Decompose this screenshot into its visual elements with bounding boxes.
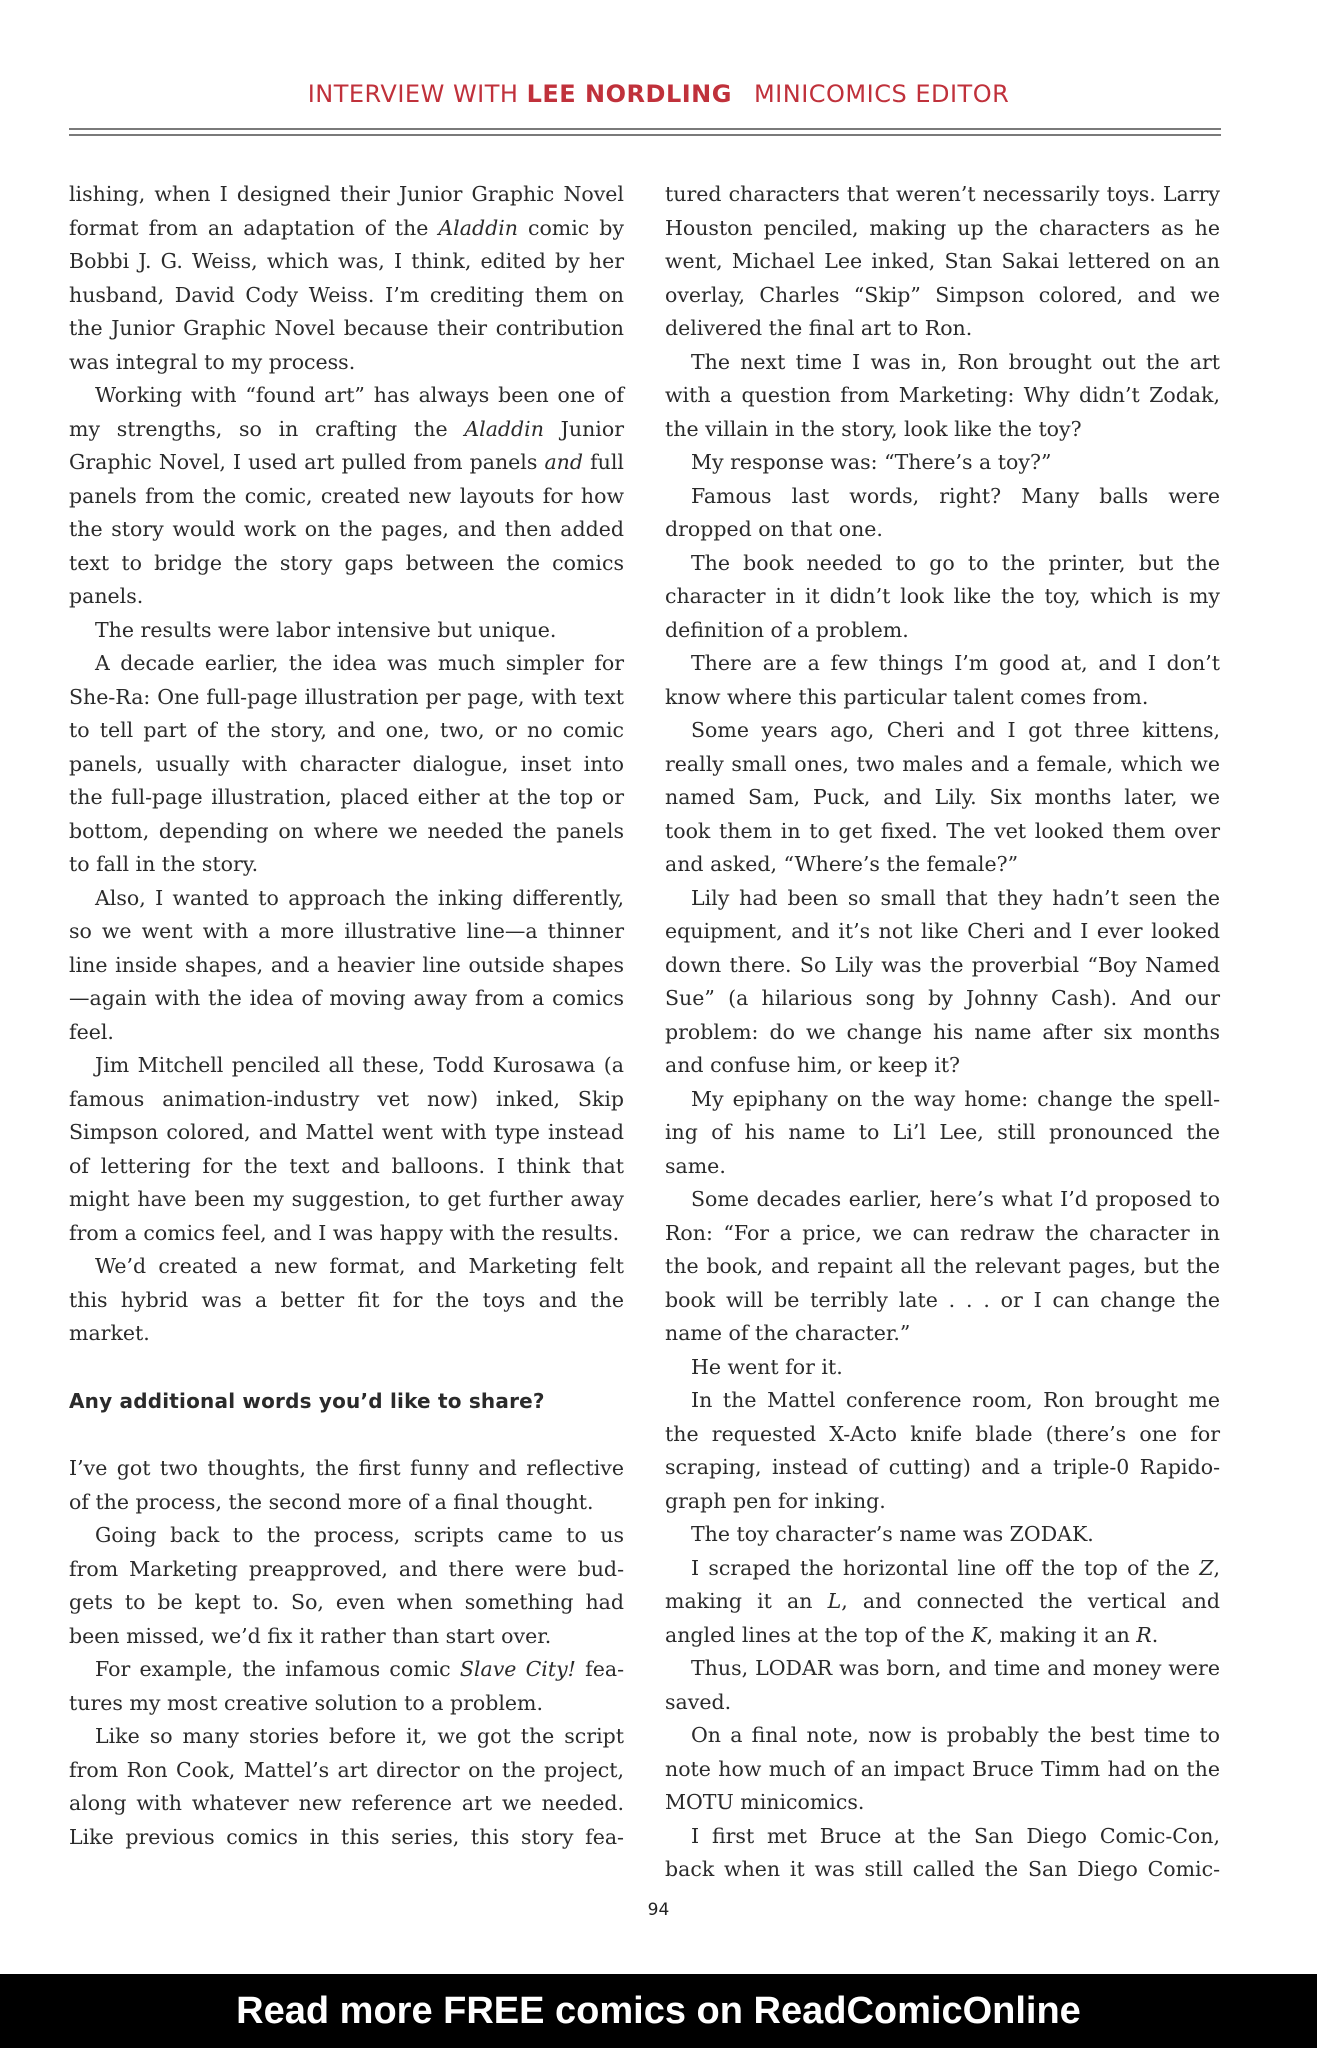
paragraph: On a final note, now is probably the best time to note how much of an impact Bruce Timm had on the MOTU minicomics. xyxy=(665,1723,1220,1814)
header-suffix: MINICOMICS EDITOR xyxy=(753,80,1010,108)
paragraph: Lily had been so small that they hadn’t seen the equipment, and it’s not like Cheri and I ever looked down there. So Lily was the proverbial “Boy Named Sue” (a hilarious song by Johnny Cash). And our problem: do we change his name after six months and confuse him, or keep it? xyxy=(665,885,1220,1077)
page-number: 94 xyxy=(647,1900,670,1920)
paragraph: lishing, when I designed their Junior Graphic Novel format from an adaptation of the Aladdin comic by Bobbi J. G. Weiss, which was, I think, edited by her husband, David Cody Weiss. I’m crediting them on the Junior Graphic Novel because their contribution was integral to my process. xyxy=(69,182,625,374)
left-column xyxy=(69,178,624,1854)
paragraph: I’ve got two thoughts, the first funny and reflective of the process, the second more of a final thought. xyxy=(69,1456,624,1514)
paragraph: The book needed to go to the printer, but the character in it didn’t look like the toy, which is my definition of a problem. xyxy=(665,550,1220,642)
paragraph: Working with “found art” has always been one of my strengths, so in crafting the Aladdin Junior Graphic Novel, I used art pulled from panels and full panels from the comic, created new layouts for how the story would work on the pages, and then added text to bridge the story gaps between the comics panels. xyxy=(69,383,624,608)
paragraph: tured characters that weren’t necessarily toys. Larry Houston penciled, making up the characters as he went, Michael Lee inked, Stan Sakai lettered on an overlay, Charles “Skip” Simpson colored, and we delivered the final art to Ron. xyxy=(665,182,1220,340)
paragraph: Like so many stories before it, we got the script from Ron Cook, Mattel’s art director on the project, along with whatever new reference art we needed. Like previous comics in this series, this story fea- xyxy=(69,1724,624,1849)
header-rule-top xyxy=(69,128,1221,130)
paragraph: My response was: “There’s a toy?” xyxy=(691,450,1052,474)
interview-question: Any additional words you’d like to share? xyxy=(69,1388,545,1413)
paragraph: Thus, LODAR was born, and time and money were saved. xyxy=(665,1656,1220,1714)
paragraph: A decade earlier, the idea was much simpler for She-Ra: One full-page illustration per page, with text to tell part of the story, and one, two, or no comic panels, usually with character dialogue, inset into the full-page illustration, placed either at the top or bottom, depending on where we needed the panels to fall in the story. xyxy=(69,651,624,876)
header-rule-bottom xyxy=(69,134,1221,136)
paragraph: Some decades earlier, here’s what I’d proposed to Ron: “For a price, we can redraw the character in the book, and repaint all the relevant pages, but the book will be terribly late . . . or I can change the name of the character.” xyxy=(665,1187,1220,1345)
paragraph: The toy character’s name was ZODAK. xyxy=(691,1522,1094,1546)
paragraph: We’d created a new format, and Marketing felt this hybrid was a better fit for the toys and the market. xyxy=(69,1254,624,1345)
paragraph: He went for it. xyxy=(691,1354,843,1379)
paragraph: In the Mattel conference room, Ron brought me the requested X-Acto knife blade (there’s one for scraping, instead of cutting) and a triple-0 Rapidograph pen for inking. xyxy=(665,1388,1220,1513)
paragraph: Some years ago, Cheri and I got three kittens, really small ones, two males and a female, which we named Sam, Puck, and Lily. Six months later, we took them in to get fixed. The vet looked them over and asked, “Where’s the female?” xyxy=(665,718,1220,876)
paragraph: My epiphany on the way home: change the spelling of his name to Li’l Lee, still pronounced the same. xyxy=(665,1086,1220,1178)
header-prefix: INTERVIEW WITH xyxy=(307,80,519,108)
right-column xyxy=(665,178,1220,1887)
paragraph: Going back to the process, scripts came to us from Marketing preapproved, and there were budgets to be kept to. So, even when something had been missed, we’d fix it rather than start over. xyxy=(69,1523,624,1648)
paragraph: The next time I was in, Ron brought out the art with a question from Marketing: Why didn’t Zodak, the villain in the story, look like the toy? xyxy=(665,349,1220,441)
paragraph: Famous last words, right? Many balls were dropped on that one. xyxy=(665,483,1220,541)
promo-banner[interactable]: Read more FREE comics on ReadComicOnline xyxy=(0,1974,1317,2048)
running-header xyxy=(0,80,1317,108)
header-name: LEE NORDLING xyxy=(526,80,732,108)
paragraph: Jim Mitchell penciled all these, Todd Kurosawa (a famous animation-industry vet now) inked, Skip Simpson colored, and Mattel went with type instead of lettering for the text and balloons. I think that might have been my suggestion, to get further away from a comics feel, and I was happy with the results. xyxy=(69,1053,624,1245)
paragraph: The results were labor intensive but unique. xyxy=(95,617,557,642)
paragraph: I scraped the horizontal line off the top of the Z, making it an L, and connected the vertical and angled lines at the top of the K, making it an R. xyxy=(665,1555,1221,1647)
paragraph: For example, the infamous comic Slave City! features my most creative solution to a problem. xyxy=(69,1657,624,1715)
paragraph: There are a few things I’m good at, and I don’t know where this particular talent comes from. xyxy=(665,651,1220,709)
paragraph: Also, I wanted to approach the inking differently, so we went with a more illustrative line—a thinner line inside shapes, and a heavier line outside shapes—again with the idea of moving away from a comics feel. xyxy=(69,885,624,1044)
paragraph: I first met Bruce at the San Diego Comic-Con, back when it was still called the San Diego Comic- xyxy=(665,1823,1220,1881)
